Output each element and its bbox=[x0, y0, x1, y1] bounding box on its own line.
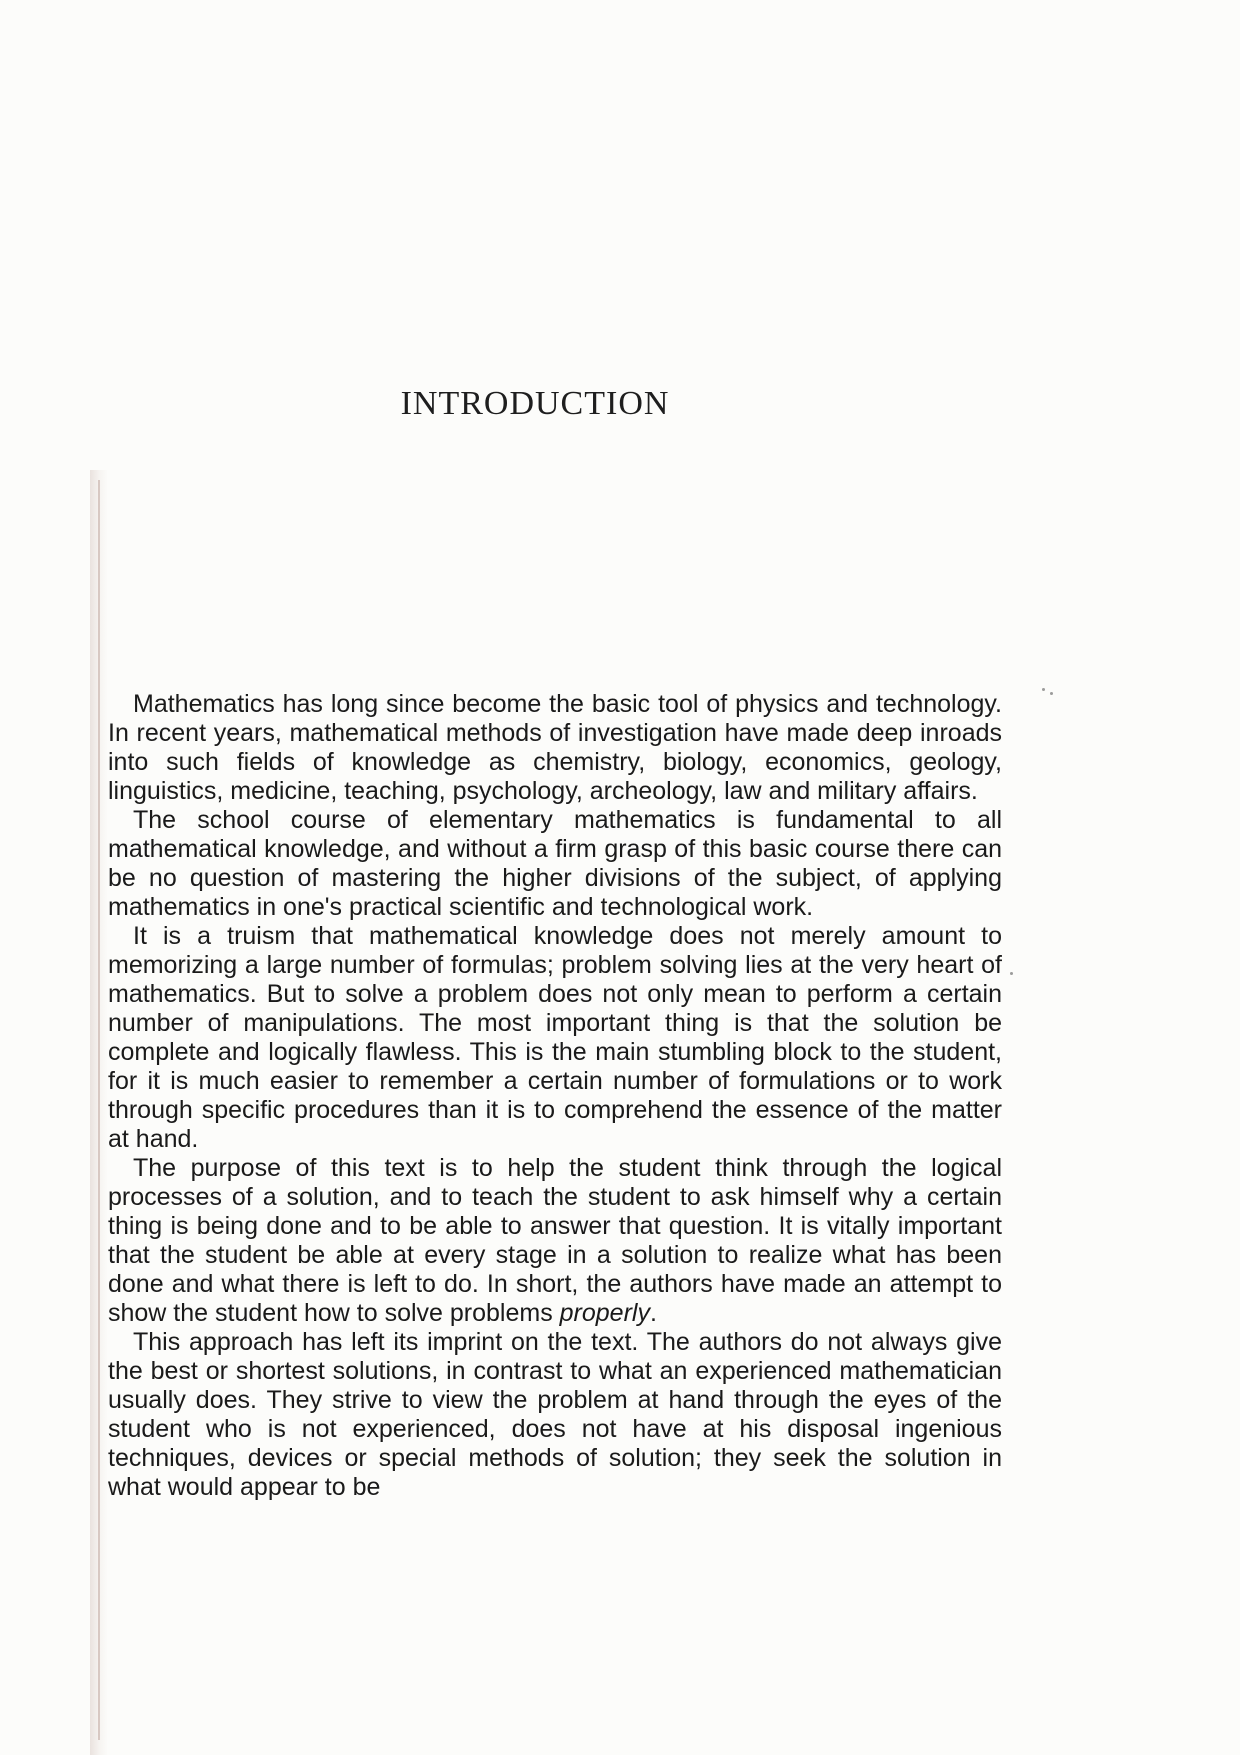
paragraph-4-end: . bbox=[649, 1299, 657, 1327]
paragraph-5: This approach has left its imprint on the text. The authors do not always give the best or shortest solutions, in contrast to what an experienced mathematician usually does. They strive to view the problem at hand through the eyes of the student who is not experienced, does not have at his disposal ingenious techniques, devices or special methods of solution; they seek the solution in what would appear to be bbox=[108, 1328, 1002, 1501]
body-text bbox=[108, 690, 1002, 1502]
paragraph-2: The school course of elementary mathematics is fundamental to all mathematical knowledge, and without a firm grasp of this basic course there can be no question of mastering the higher divisions of the subject, of applying mathematics in one's practical scientific and technological work. bbox=[108, 806, 1002, 921]
emphasis-properly: properly bbox=[559, 1299, 650, 1327]
paragraph-3: It is a truism that mathematical knowledge does not merely amount to memorizing a large number of formulas; problem solving lies at the very heart of mathematics. But to solve a problem does not only mean to perform a certain number of manipulations. The most important thing is that the solution be complete and logically flawless. This is the main stumbling block to the student, for it is much easier to remember a certain number of formulations or to work through specific procedures than it is to comprehend the essence of the matter at hand. bbox=[108, 922, 1002, 1153]
paragraph-1: Mathematics has long since become the basic tool of physics and technology. In recent years, mathematical methods of investigation have made deep inroads into such fields of knowledge as chemistry, biology, economics, geology, linguistics, medicine, teaching, psychology, archeology, law and military affairs. bbox=[108, 690, 1002, 805]
scan-speck bbox=[1042, 688, 1045, 691]
scan-speck bbox=[1050, 692, 1053, 695]
page-title: INTRODUCTION bbox=[400, 385, 670, 422]
paragraph-4-text: The purpose of this text is to help the student think through the logical processes of a solution, and to teach the student to ask himself why a certain thing is being done and to be able to answer that question. It is vitally important that the student be able at every stage in a solution to realize what has been done and what there is left to do. In short, the authors have made an attempt to show the student how to solve problems bbox=[108, 1154, 1002, 1327]
paragraph-4 bbox=[108, 1154, 1002, 1328]
binding-edge-line bbox=[98, 480, 100, 1740]
scan-speck bbox=[1010, 972, 1013, 975]
